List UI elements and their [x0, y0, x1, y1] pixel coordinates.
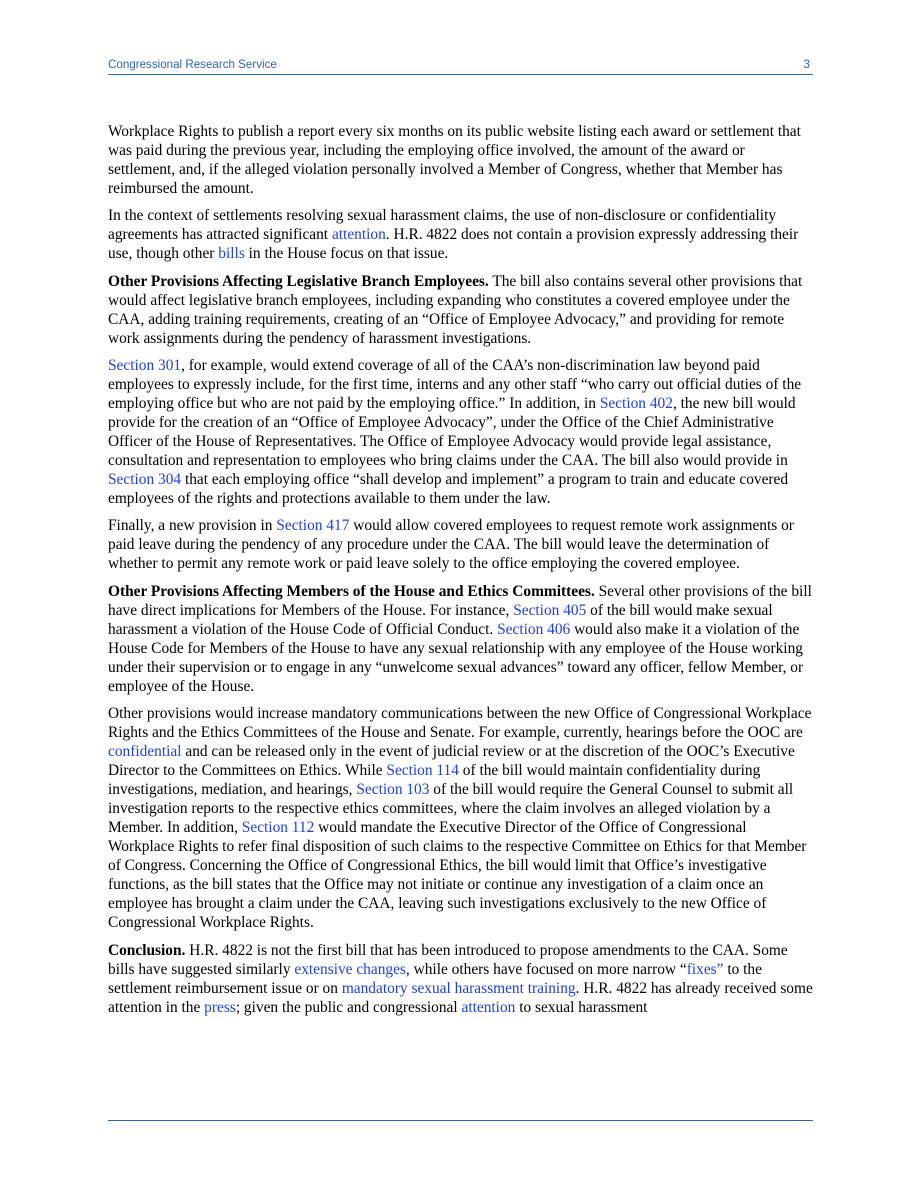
- paragraph-section-417: [108, 516, 813, 573]
- paragraph-conclusion: [108, 941, 813, 1017]
- paragraph-text: in the House focus on that issue.: [244, 245, 449, 263]
- paragraph-text: In the context of settlements resolving sexual harassment claims, the use of non-disclosure or confidentiality agreements has attracted significant: [108, 207, 777, 244]
- link-section-304[interactable]: Section 304: [108, 471, 182, 489]
- paragraph-text: to the settlement reimbursement issue or on: [108, 960, 762, 997]
- paragraph-text: ; given the public and congressional: [235, 998, 462, 1016]
- paragraph-text: would also make it a violation of the House Code for Members of the House to have any sexual relationship with any employee of the House working under their supervision or to engage in any “unwelcome sexual advances” toward any officer, fellow Member, or employee of the House.: [108, 620, 804, 695]
- paragraph-text: Several other provisions of the bill have direct implications for Members of the House. For instance,: [108, 582, 812, 619]
- paragraph-text: of the bill would require the General Counsel to submit all investigation reports to the respective ethics committees, where the claim involves an alleged violation by a Member. In addition,: [108, 781, 794, 837]
- link-section-301[interactable]: Section 301: [108, 356, 182, 374]
- link-attention-harassment[interactable]: attention: [461, 998, 516, 1016]
- paragraph-text: Other provisions would increase mandatory communications between the new Office of Congressional Workplace Rights and the Ethics Committees of the House and Senate. For example, currently, hearings before the OOC are: [108, 704, 812, 741]
- paragraph-section-301: [108, 356, 813, 508]
- paragraph-text: H.R. 4822 is not the first bill that has been introduced to propose amendments to the CAA. Some bills have suggested similarly: [108, 941, 788, 978]
- paragraph-text: , the new bill would provide for the creation of an “Office of Employee Advocacy”, under the Office of the Chief Administrative Officer of the House of Representatives. The Office of Employee Advocacy would provide legal assistance, consultation and representation to employees who bring claims under the CAA. The bill also would provide in: [108, 394, 796, 470]
- paragraph-text: of the bill would maintain confidentiality during investigations, mediation, and hearings,: [108, 762, 761, 799]
- paragraph-text: would mandate the Executive Director of the Office of Congressional Workplace Rights to refer final disposition of such claims to the respective Committee on Ethics for that Member of Congress. Concerning the Office of Congressional Ethics, the bill would limit that Office’s investigative functions, as the bill states that the Office may not initiate or continue any investigation of a claim once an employee has brought a claim under the CAA, leaving such investigations exclusively to the new Office of Congressional Workplace Rights.: [108, 819, 807, 932]
- paragraph-heading: Conclusion.: [108, 941, 186, 959]
- paragraph-text: that each employing office “shall develop and implement” a program to train and educate covered employees of the rights and protections available to them under the law.: [108, 471, 789, 508]
- link-press[interactable]: press: [204, 998, 236, 1016]
- document-body: [108, 122, 813, 1025]
- paragraph-nondisclosure: [108, 206, 813, 263]
- link-section-112[interactable]: Section 112: [241, 819, 315, 837]
- paragraph-text: would allow covered employees to request remote work assignments or paid leave during the pendency of any procedure under the CAA. The bill would leave the determination of whether to permit any remote work or paid leave solely to the office employing the covered employee.: [108, 517, 794, 573]
- paragraph-communications: [108, 704, 813, 933]
- link-section-406[interactable]: Section 406: [497, 620, 571, 638]
- link-attention[interactable]: attention: [331, 226, 386, 244]
- paragraph-heading: Other Provisions Affecting Members of the House and Ethics Committees.: [108, 582, 595, 600]
- link-confidential[interactable]: confidential: [108, 742, 182, 760]
- link-bills[interactable]: bills: [218, 245, 245, 263]
- page-header: [108, 57, 813, 75]
- paragraph-report-requirement: [108, 122, 813, 198]
- paragraph-text: . H.R. 4822 has already received some attention in the: [108, 979, 813, 1016]
- paragraph-legislative-employees: [108, 272, 813, 348]
- paragraph-heading: Other Provisions Affecting Legislative Branch Employees.: [108, 272, 489, 290]
- link-section-114[interactable]: Section 114: [386, 762, 459, 780]
- paragraph-text: to sexual harassment: [515, 998, 648, 1016]
- link-fixes[interactable]: fixes”: [686, 960, 724, 978]
- paragraph-text: , for example, would extend coverage of all of the CAA’s non-discrimination law beyond paid employees to expressly include, for the first time, interns and any other staff “who carry out official duties of the employing office but who are not paid by the employing office.” In addition, in: [108, 356, 802, 412]
- link-section-402[interactable]: Section 402: [599, 394, 673, 412]
- link-mandatory-training[interactable]: mandatory sexual harassment training: [341, 979, 576, 997]
- header-organization: Congressional Research Service: [108, 58, 277, 71]
- footer-divider: [108, 1120, 813, 1121]
- link-section-103[interactable]: Section 103: [356, 781, 430, 799]
- link-section-405[interactable]: Section 405: [513, 601, 587, 619]
- paragraph-text: The bill also contains several other provisions that would affect legislative branch employees, including expanding who constitutes a covered employee under the CAA, adding training requirements, creating of an “Office of Employee Advocacy,” and providing for remote work assignments during the pendency of harassment investigations.: [108, 272, 803, 347]
- link-extensive-changes[interactable]: extensive changes: [294, 960, 406, 978]
- paragraph-text: Workplace Rights to publish a report every six months on its public website listing each award or settlement that was paid during the previous year, including the employing office involved, the amount of the award or settlement, and, if the alleged violation personally involved a Member of Congress, whether that Member has reimbursed the amount.: [108, 123, 801, 198]
- paragraph-text: of the bill would make sexual harassment a violation of the House Code of Official Conduct.: [108, 601, 773, 638]
- paragraph-members-ethics: [108, 582, 813, 696]
- paragraph-text: , while others have focused on more narrow “: [405, 960, 687, 978]
- paragraph-text: Finally, a new provision in: [108, 517, 277, 535]
- paragraph-text: and can be released only in the event of judicial review or at the discretion of the OOC’s Executive Director to the Committees on Ethics. While: [108, 742, 795, 780]
- link-section-417[interactable]: Section 417: [276, 517, 350, 535]
- paragraph-text: . H.R. 4822 does not contain a provision expressly addressing their use, though other: [108, 226, 799, 263]
- page-number: 3: [803, 58, 810, 71]
